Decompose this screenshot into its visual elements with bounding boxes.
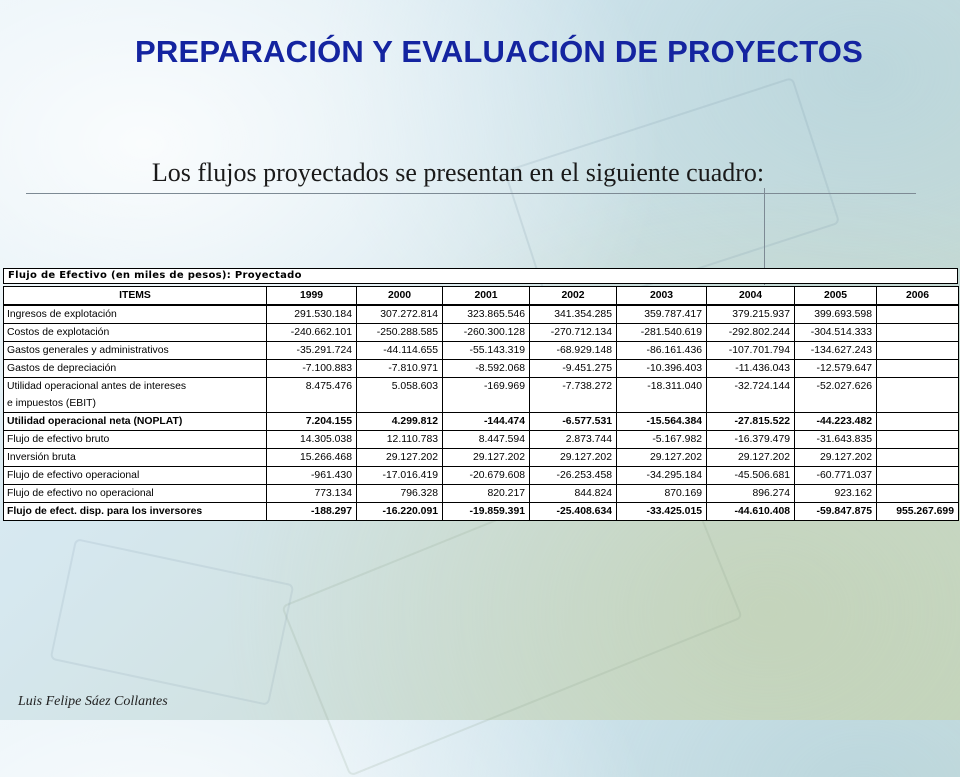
row-label: Flujo de efectivo no operacional [4,485,267,503]
table-cell [877,360,959,378]
slide-title: PREPARACIÓN Y EVALUACIÓN DE PROYECTOS [135,34,863,69]
table-cell: -16.220.091 [357,503,443,521]
row-label: Costos de explotación [4,324,267,342]
table-cell: -59.847.875 [795,503,877,521]
row-label: Flujo de efect. disp. para los inversores [4,503,267,521]
table-cell: -35.291.724 [267,342,357,360]
table-row [4,485,959,503]
row-label: e impuestos (EBIT) [4,395,267,413]
table-row [4,449,959,467]
table-cell [877,324,959,342]
row-label: Utilidad operacional neta (NOPLAT) [4,413,267,431]
table-cell: 7.204.155 [267,413,357,431]
column-header: 1999 [267,287,357,306]
column-header: 2004 [707,287,795,306]
table-cell [877,413,959,431]
table-cell [443,395,530,413]
table-cell [877,431,959,449]
table-cell: -25.408.634 [530,503,617,521]
table-cell: 896.274 [707,485,795,503]
table-cell: 307.272.814 [357,305,443,324]
table-cell: 29.127.202 [795,449,877,467]
table-cell: -7.100.883 [267,360,357,378]
table-cell [267,395,357,413]
table-cell [877,342,959,360]
table-cell: -86.161.436 [617,342,707,360]
table-cell: 29.127.202 [530,449,617,467]
table-cell: 820.217 [443,485,530,503]
table-cell: -304.514.333 [795,324,877,342]
table-cell [530,395,617,413]
table-cell: -10.396.403 [617,360,707,378]
table-cell: -188.297 [267,503,357,521]
table-cell: -45.506.681 [707,467,795,485]
table-cell: -8.592.068 [443,360,530,378]
table-cell: 29.127.202 [707,449,795,467]
table-cell: -270.712.134 [530,324,617,342]
table-cell: -44.223.482 [795,413,877,431]
table-cell: -134.627.243 [795,342,877,360]
table-cell [877,395,959,413]
table-cell: 870.169 [617,485,707,503]
table-cell: 5.058.603 [357,378,443,396]
table-row [4,305,959,324]
table-cell: -60.771.037 [795,467,877,485]
table-cell: -34.295.184 [617,467,707,485]
table-cell: 323.865.546 [443,305,530,324]
column-header: 2001 [443,287,530,306]
column-header: 2005 [795,287,877,306]
table-cell: 15.266.468 [267,449,357,467]
row-label: Ingresos de explotación [4,305,267,324]
table-cell: -9.451.275 [530,360,617,378]
table-row [4,395,959,413]
table-cell: 8.475.476 [267,378,357,396]
table-cell: -33.425.015 [617,503,707,521]
row-label: Flujo de efectivo operacional [4,467,267,485]
table-cell: -7.738.272 [530,378,617,396]
slide-subtitle: Los flujos proyectados se presentan en el siguiente cuadro: [151,158,765,187]
table-cell: 796.328 [357,485,443,503]
table-cell [877,449,959,467]
table-cell: -68.929.148 [530,342,617,360]
column-header: 2006 [877,287,959,306]
table-cell: 29.127.202 [357,449,443,467]
table-cell: -31.643.835 [795,431,877,449]
table-cell [877,467,959,485]
table-cell: -20.679.608 [443,467,530,485]
table-cell: -5.167.982 [617,431,707,449]
table-cell: 359.787.417 [617,305,707,324]
row-label: Inversión bruta [4,449,267,467]
table-cell: -6.577.531 [530,413,617,431]
table-cell [877,305,959,324]
table-cell: 923.162 [795,485,877,503]
table-cell: -7.810.971 [357,360,443,378]
table-cell [795,395,877,413]
table-cell: -18.311.040 [617,378,707,396]
column-header: 2000 [357,287,443,306]
table-cell: 844.824 [530,485,617,503]
table-row [4,360,959,378]
table-cell: -44.610.408 [707,503,795,521]
table-cell: 4.299.812 [357,413,443,431]
table-cell: 2.873.744 [530,431,617,449]
table-cell: -15.564.384 [617,413,707,431]
column-header: ITEMS [4,287,267,306]
column-header: 2002 [530,287,617,306]
author-footer: Luis Felipe Sáez Collantes [18,694,168,709]
table-cell: -19.859.391 [443,503,530,521]
table-cell: 379.215.937 [707,305,795,324]
table-row [4,413,959,431]
table-cell [357,395,443,413]
table-cell: 291.530.184 [267,305,357,324]
table-row [4,342,959,360]
table-cell: -55.143.319 [443,342,530,360]
table-cell: -961.430 [267,467,357,485]
table-cell: -17.016.419 [357,467,443,485]
table-cell: -12.579.647 [795,360,877,378]
table-cell: -144.474 [443,413,530,431]
table-cell [877,485,959,503]
table-cell: -26.253.458 [530,467,617,485]
row-label: Flujo de efectivo bruto [4,431,267,449]
table-cell [707,395,795,413]
table-cell: 14.305.038 [267,431,357,449]
row-label: Utilidad operacional antes de intereses [4,378,267,396]
cash-flow-table [3,286,959,521]
table-cell: 773.134 [267,485,357,503]
table-cell: -292.802.244 [707,324,795,342]
table-cell: -11.436.043 [707,360,795,378]
table-cell: -27.815.522 [707,413,795,431]
table-cell: 29.127.202 [443,449,530,467]
table-cell [617,395,707,413]
table-row [4,467,959,485]
table-cell [877,378,959,396]
table-cell: -52.027.626 [795,378,877,396]
table-cell: 8.447.594 [443,431,530,449]
table-cell: 12.110.783 [357,431,443,449]
background-banknote-decoration [50,538,295,706]
table-cell: -240.662.101 [267,324,357,342]
table-cell: -32.724.144 [707,378,795,396]
table-cell: -260.300.128 [443,324,530,342]
table-header-row [4,287,959,306]
table-cell: -44.114.655 [357,342,443,360]
table-cell: 399.693.598 [795,305,877,324]
row-label: Gastos generales y administrativos [4,342,267,360]
table-row [4,431,959,449]
table-cell: 341.354.285 [530,305,617,324]
table-cell: 955.267.699 [877,503,959,521]
table-cell: -107.701.794 [707,342,795,360]
table-row [4,503,959,521]
table-cell: -169.969 [443,378,530,396]
table-cell: -281.540.619 [617,324,707,342]
table-cell: -250.288.585 [357,324,443,342]
table-title: Flujo de Efectivo (en miles de pesos): Proyectado [3,268,958,284]
column-header: 2003 [617,287,707,306]
table-cell: 29.127.202 [617,449,707,467]
divider-line [26,193,916,194]
table-row [4,378,959,396]
table-cell: -16.379.479 [707,431,795,449]
row-label: Gastos de depreciación [4,360,267,378]
table-row [4,324,959,342]
